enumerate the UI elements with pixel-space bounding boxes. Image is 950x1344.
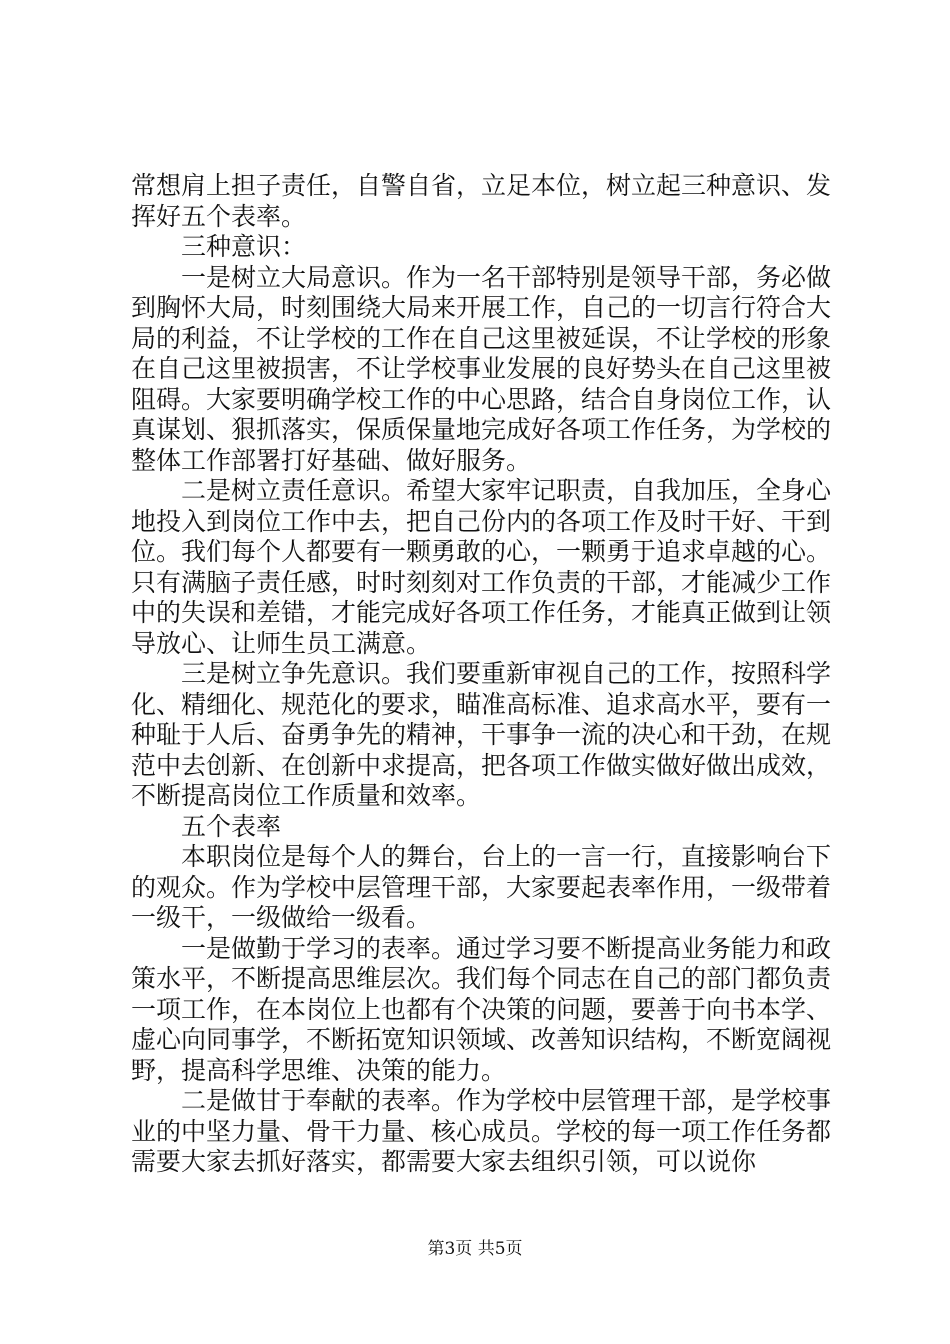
paragraph: 常想肩上担子责任，自警自省，立足本位，树立起三种意识、发挥好五个表率。 [131, 171, 832, 231]
page-number: 第3页 共5页 [427, 1239, 523, 1259]
section-heading-three-awareness: 三种意识： [181, 232, 307, 261]
section-heading-five-examples: 五个表率 [181, 811, 282, 841]
paragraph: 一是树立大局意识。作为一名干部特别是领导干部，务必做到胸怀大局，时刻围绕大局来开展工作，自己的一切言行符合大局的利益，不让学校的工作在自己这里被延误，不让学校的形象在自己这里被损害，不让学校事业发展的良好势头在自己这里被阻碍。大家要明确学校工作的中心思路，结合自身岗位工作，认真谋划、狠抓落实，保质保量地完成好各项工作任务，为学校的整体工作部署打好基础、做好服务。 [131, 262, 832, 475]
paragraph: 本职岗位是每个人的舞台，台上的一言一行，直接影响台下的观众。作为学校中层管理干部，大家要起表率作用，一级带着一级干，一级做给一级看。 [131, 842, 832, 932]
paragraph: 二是做甘于奉献的表率。作为学校中层管理干部，是学校事业的中坚力量、骨干力量、核心成员。学校的每一项工作任务都需要大家去抓好落实，都需要大家去组织引领，可以说你 [131, 1086, 832, 1176]
paragraph: 二是树立责任意识。希望大家牢记职责，自我加压，全身心地投入到岗位工作中去，把自己份内的各项工作及时干好、干到位。我们每个人都要有一颗勇敢的心，一颗勇于追求卓越的心。只有满脑子责任感，时时刻刻对工作负责的干部，才能减少工作中的失误和差错，才能完成好各项工作任务，才能真正做到让领导放心、让师生员工满意。 [131, 476, 832, 658]
paragraph: 三是树立争先意识。我们要重新审视自己的工作，按照科学化、精细化、规范化的要求，瞄准高标准、追求高水平，要有一种耻于人后、奋勇争先的精神，干事争一流的决心和干劲，在规范中去创新、在创新中求提高，把各项工作做实做好做出成效，不断提高岗位工作质量和效率。 [131, 659, 832, 810]
document-body [131, 171, 831, 1178]
paragraph: 一是做勤于学习的表率。通过学习要不断提高业务能力和政策水平，不断提高思维层次。我们每个同志在自己的部门都负责一项工作，在本岗位上也都有个决策的问题，要善于向书本学、虚心向同事学，不断拓宽知识领域、改善知识结构，不断宽阔视野，提高科学思维、决策的能力。 [131, 933, 832, 1085]
